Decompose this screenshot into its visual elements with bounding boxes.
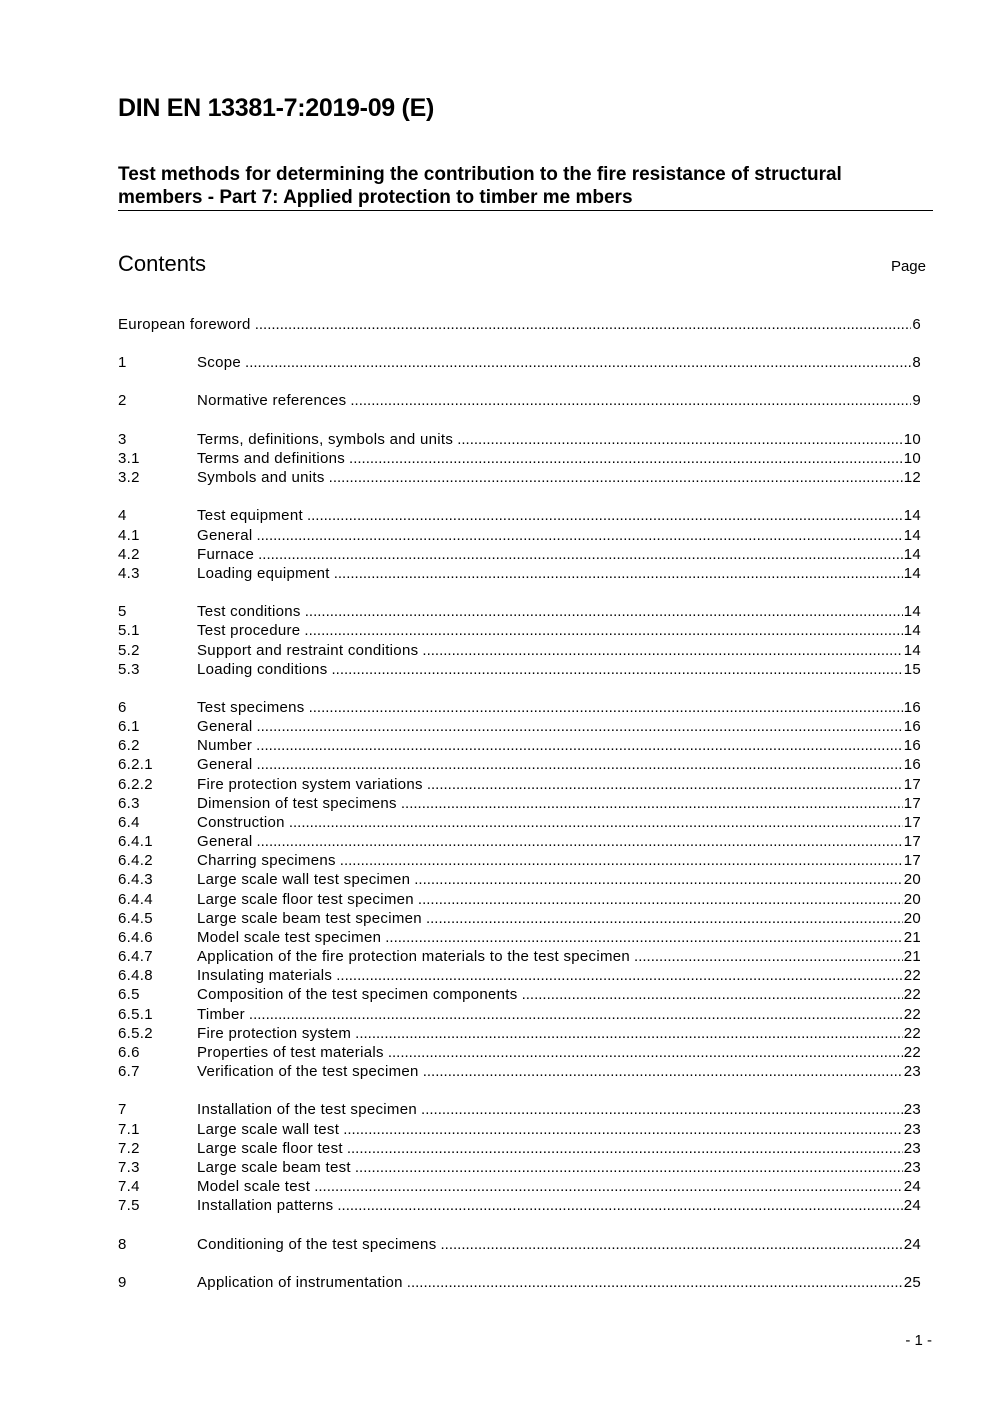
toc-dot-leader	[336, 966, 902, 985]
toc-entry[interactable]	[118, 526, 921, 545]
toc-entry-title: Scope	[197, 354, 242, 371]
toc-entry[interactable]	[118, 315, 921, 334]
toc-entry-page: 23	[903, 1140, 921, 1157]
toc-entry-title: Loading conditions	[197, 661, 328, 678]
toc-dot-leader	[634, 947, 903, 966]
toc-dot-leader	[256, 736, 903, 755]
toc-entry-title: Application of the fire protection materials to the test specimen	[197, 948, 631, 965]
toc-entry[interactable]	[118, 468, 921, 487]
toc-entry-page: 16	[903, 737, 921, 754]
toc-entry-page: 24	[903, 1197, 921, 1214]
toc-entry-page: 17	[903, 852, 921, 869]
toc-entry-page: 20	[903, 910, 921, 927]
toc-entry[interactable]	[118, 736, 921, 755]
toc-dot-leader	[256, 717, 902, 736]
page-column-label: Page	[890, 258, 926, 275]
toc-dot-leader	[426, 909, 903, 928]
toc-dot-leader	[340, 851, 903, 870]
toc-entry-title: Large scale floor test	[197, 1140, 343, 1157]
toc-entry-number: 6	[118, 699, 127, 716]
toc-entry[interactable]	[118, 506, 921, 525]
toc-dot-leader	[314, 1177, 903, 1196]
toc-entry-page: 15	[903, 661, 921, 678]
toc-entry-number: 6.1	[118, 718, 140, 735]
toc-entry-title: General	[197, 833, 253, 850]
toc-dot-leader	[258, 545, 903, 564]
toc-entry-title: Application of instrumentation	[197, 1274, 403, 1291]
toc-entry-page: 23	[903, 1159, 921, 1176]
toc-entry-number: 6.4.3	[118, 871, 153, 888]
toc-dot-leader	[355, 1024, 903, 1043]
toc-entry-page: 21	[903, 948, 921, 965]
toc-entry-title: Construction	[197, 814, 285, 831]
toc-entry-page: 17	[903, 795, 921, 812]
toc-dot-leader	[422, 641, 902, 660]
toc-entry[interactable]	[118, 1062, 921, 1081]
toc-entry-number: 6.3	[118, 795, 140, 812]
toc-entry-title: Large scale floor test specimen	[197, 891, 414, 908]
toc-entry-page: 23	[903, 1063, 921, 1080]
toc-entry-page: 14	[903, 546, 921, 563]
toc-entry-number: 7.2	[118, 1140, 140, 1157]
toc-entry-page: 17	[903, 833, 921, 850]
toc-entry[interactable]	[118, 985, 921, 1004]
document-id: DIN EN 13381-7:2019-09 (E)	[118, 94, 434, 122]
toc-entry-page: 21	[903, 929, 921, 946]
toc-dot-leader	[249, 1005, 903, 1024]
page-number: - 1 -	[905, 1332, 932, 1349]
toc-dot-leader	[307, 506, 903, 525]
toc-entry-title: Insulating materials	[197, 967, 333, 984]
toc-dot-leader	[388, 1043, 903, 1062]
toc-entry-title: General	[197, 718, 253, 735]
toc-entry[interactable]	[118, 1043, 921, 1062]
toc-entry-title: Test conditions	[197, 603, 301, 620]
toc-dot-leader	[441, 1235, 903, 1254]
toc-dot-leader	[421, 1100, 903, 1119]
document-title-line-2: members - Part 7: Applied protection to timber me mbers	[118, 187, 633, 208]
toc-entry-title: Normative references	[197, 392, 347, 409]
toc-dot-leader	[407, 1273, 903, 1292]
toc-entry-title: Test specimens	[197, 699, 305, 716]
toc-entry-number: 6.5.2	[118, 1025, 153, 1042]
toc-entry[interactable]	[118, 660, 921, 679]
toc-entry-number: 6.4.7	[118, 948, 153, 965]
toc-entry-page: 22	[903, 1006, 921, 1023]
toc-entry[interactable]	[118, 1005, 921, 1024]
toc-entry[interactable]	[118, 909, 921, 928]
toc-entry[interactable]	[118, 1120, 921, 1139]
toc-dot-leader	[256, 832, 902, 851]
toc-entry[interactable]	[118, 449, 921, 468]
toc-entry[interactable]	[118, 832, 921, 851]
toc-dot-leader	[332, 660, 903, 679]
toc-entry-number: 5	[118, 603, 127, 620]
toc-entry-page: 12	[903, 469, 921, 486]
toc-entry-title: European foreword	[118, 316, 251, 333]
toc-entry-title: Furnace	[197, 546, 255, 563]
toc-entry-page: 9	[912, 392, 921, 409]
toc-entry[interactable]	[118, 1177, 921, 1196]
toc-entry-page: 14	[903, 565, 921, 582]
toc-entry[interactable]	[118, 755, 921, 774]
toc-dot-leader	[309, 698, 903, 717]
toc-entry-title: Model scale test	[197, 1178, 311, 1195]
toc-entry-title: Timber	[197, 1006, 245, 1023]
toc-entry[interactable]	[118, 391, 921, 410]
toc-entry-title: Fire protection system	[197, 1025, 352, 1042]
toc-entry-page: 23	[903, 1121, 921, 1138]
toc-entry-page: 6	[912, 316, 921, 333]
toc-entry-page: 16	[903, 756, 921, 773]
toc-entry-title: Large scale wall test	[197, 1121, 340, 1138]
toc-entry[interactable]	[118, 966, 921, 985]
toc-entry-title: Test procedure	[197, 622, 301, 639]
toc-entry[interactable]	[118, 641, 921, 660]
toc-dot-leader	[245, 353, 911, 372]
toc-dot-leader	[385, 928, 902, 947]
toc-entry-title: Verification of the test specimen	[197, 1063, 419, 1080]
toc-entry-number: 6.5	[118, 986, 140, 1003]
toc-entry-number: 6.4.6	[118, 929, 153, 946]
toc-entry[interactable]	[118, 1100, 921, 1119]
toc-entry-title: Installation patterns	[197, 1197, 334, 1214]
toc-entry[interactable]	[118, 870, 921, 889]
toc-entry[interactable]	[118, 794, 921, 813]
toc-entry-title: General	[197, 756, 253, 773]
toc-entry-page: 10	[903, 431, 921, 448]
toc-dot-leader	[255, 315, 912, 334]
toc-dot-leader	[457, 430, 902, 449]
toc-dot-leader	[522, 985, 903, 1004]
toc-dot-leader	[355, 1158, 903, 1177]
toc-entry-title: Test equipment	[197, 507, 303, 524]
contents-heading: Contents	[118, 251, 207, 276]
toc-entry-number: 6.2	[118, 737, 140, 754]
toc-entry-page: 22	[903, 967, 921, 984]
toc-entry-page: 14	[903, 622, 921, 639]
toc-dot-leader	[343, 1120, 903, 1139]
toc-entry-title: Dimension of test specimens	[197, 795, 397, 812]
toc-entry-title: Large scale wall test specimen	[197, 871, 411, 888]
toc-dot-leader	[334, 564, 903, 583]
document-title-line-1: Test methods for determining the contribution to the fire resistance of structural	[118, 164, 842, 185]
toc-entry-page: 14	[903, 603, 921, 620]
toc-dot-leader	[304, 621, 902, 640]
toc-entry-title: Installation of the test specimen	[197, 1101, 418, 1118]
toc-entry-title: Loading equipment	[197, 565, 330, 582]
toc-dot-leader	[414, 870, 902, 889]
toc-entry-number: 7.4	[118, 1178, 140, 1195]
toc-dot-leader	[329, 468, 903, 487]
toc-dot-leader	[337, 1196, 902, 1215]
toc-entry[interactable]	[118, 1139, 921, 1158]
toc-entry[interactable]	[118, 1235, 921, 1254]
toc-entry-title: Charring specimens	[197, 852, 336, 869]
toc-entry-title: Symbols and units	[197, 469, 325, 486]
toc-entry-number: 3.2	[118, 469, 140, 486]
toc-entry[interactable]	[118, 1196, 921, 1215]
toc-entry[interactable]	[118, 775, 921, 794]
toc-dot-leader	[256, 526, 902, 545]
toc-entry-number: 6.6	[118, 1044, 140, 1061]
toc-dot-leader	[350, 391, 911, 410]
toc-entry-page: 22	[903, 1044, 921, 1061]
toc-entry-page: 14	[903, 507, 921, 524]
toc-entry-number: 6.4	[118, 814, 140, 831]
toc-entry-page: 20	[903, 871, 921, 888]
toc-entry-number: 7.1	[118, 1121, 140, 1138]
toc-entry-page: 24	[903, 1236, 921, 1253]
toc-entry-number: 6.2.1	[118, 756, 153, 773]
toc-dot-leader	[427, 775, 903, 794]
toc-entry-page: 17	[903, 776, 921, 793]
toc-entry-number: 6.4.2	[118, 852, 153, 869]
toc-entry-number: 4	[118, 507, 127, 524]
toc-dot-leader	[423, 1062, 903, 1081]
toc-entry-title: Number	[197, 737, 253, 754]
toc-entry-number: 5.1	[118, 622, 140, 639]
toc-entry-number: 6.4.4	[118, 891, 153, 908]
toc-entry[interactable]	[118, 928, 921, 947]
toc-entry[interactable]	[118, 1273, 921, 1292]
toc-entry-page: 8	[912, 354, 921, 371]
toc-entry[interactable]	[118, 851, 921, 870]
toc-entry-page: 16	[903, 699, 921, 716]
toc-entry[interactable]	[118, 947, 921, 966]
toc-entry-number: 6.4.1	[118, 833, 153, 850]
toc-entry-title: Support and restraint conditions	[197, 642, 419, 659]
toc-entry-number: 6.7	[118, 1063, 140, 1080]
toc-entry-page: 14	[903, 642, 921, 659]
toc-entry-page: 25	[903, 1274, 921, 1291]
toc-entry-title: Terms, definitions, symbols and units	[197, 431, 454, 448]
toc-entry-number: 4.1	[118, 527, 140, 544]
toc-entry-number: 5.3	[118, 661, 140, 678]
toc-entry-number: 1	[118, 354, 127, 371]
toc-entry-title: Large scale beam test	[197, 1159, 351, 1176]
toc-entry[interactable]	[118, 545, 921, 564]
toc-entry-number: 9	[118, 1274, 127, 1291]
document-title	[118, 163, 933, 211]
toc-entry-page: 23	[903, 1101, 921, 1118]
toc-entry-page: 22	[903, 986, 921, 1003]
toc-entry-number: 6.2.2	[118, 776, 153, 793]
toc-entry-number: 5.2	[118, 642, 140, 659]
toc-entry[interactable]	[118, 1024, 921, 1043]
toc-dot-leader	[347, 1139, 903, 1158]
toc-dot-leader	[289, 813, 903, 832]
toc-entry-title: Composition of the test specimen components	[197, 986, 518, 1003]
toc-entry-title: Fire protection system variations	[197, 776, 423, 793]
toc-entry-number: 2	[118, 392, 127, 409]
toc-entry-number: 6.4.5	[118, 910, 153, 927]
toc-entry-number: 6.4.8	[118, 967, 153, 984]
toc-dot-leader	[401, 794, 903, 813]
toc-entry-number: 3	[118, 431, 127, 448]
toc-dot-leader	[349, 449, 903, 468]
toc-entry-title: Model scale test specimen	[197, 929, 382, 946]
toc-entry-title: Conditioning of the test specimens	[197, 1236, 437, 1253]
toc-entry-title: General	[197, 527, 253, 544]
toc-entry-page: 22	[903, 1025, 921, 1042]
toc-entry-page: 10	[903, 450, 921, 467]
toc-entry[interactable]	[118, 890, 921, 909]
toc-entry-page: 20	[903, 891, 921, 908]
toc-entry-number: 7.3	[118, 1159, 140, 1176]
toc-entry-title: Terms and definitions	[197, 450, 346, 467]
toc-entry-page: 24	[903, 1178, 921, 1195]
toc-entry[interactable]	[118, 717, 921, 736]
toc-entry-number: 3.1	[118, 450, 140, 467]
toc-dot-leader	[305, 602, 903, 621]
toc-entry-number: 7.5	[118, 1197, 140, 1214]
toc-entry[interactable]	[118, 621, 921, 640]
toc-entry-title: Properties of test materials	[197, 1044, 384, 1061]
toc-entry[interactable]	[118, 602, 921, 621]
toc-entry[interactable]	[118, 430, 921, 449]
toc-entry[interactable]	[118, 564, 921, 583]
toc-entry[interactable]	[118, 353, 921, 372]
toc-entry-number: 8	[118, 1236, 127, 1253]
toc-entry-number: 4.2	[118, 546, 140, 563]
toc-entry[interactable]	[118, 698, 921, 717]
toc-entry-page: 17	[903, 814, 921, 831]
toc-dot-leader	[418, 890, 903, 909]
toc-entry[interactable]	[118, 813, 921, 832]
toc-entry-page: 14	[903, 527, 921, 544]
toc-entry-number: 4.3	[118, 565, 140, 582]
toc-entry-number: 6.5.1	[118, 1006, 153, 1023]
toc-entry-number: 7	[118, 1101, 127, 1118]
toc-dot-leader	[256, 755, 902, 774]
toc-entry[interactable]	[118, 1158, 921, 1177]
toc-entry-title: Large scale beam test specimen	[197, 910, 422, 927]
toc-entry-page: 16	[903, 718, 921, 735]
